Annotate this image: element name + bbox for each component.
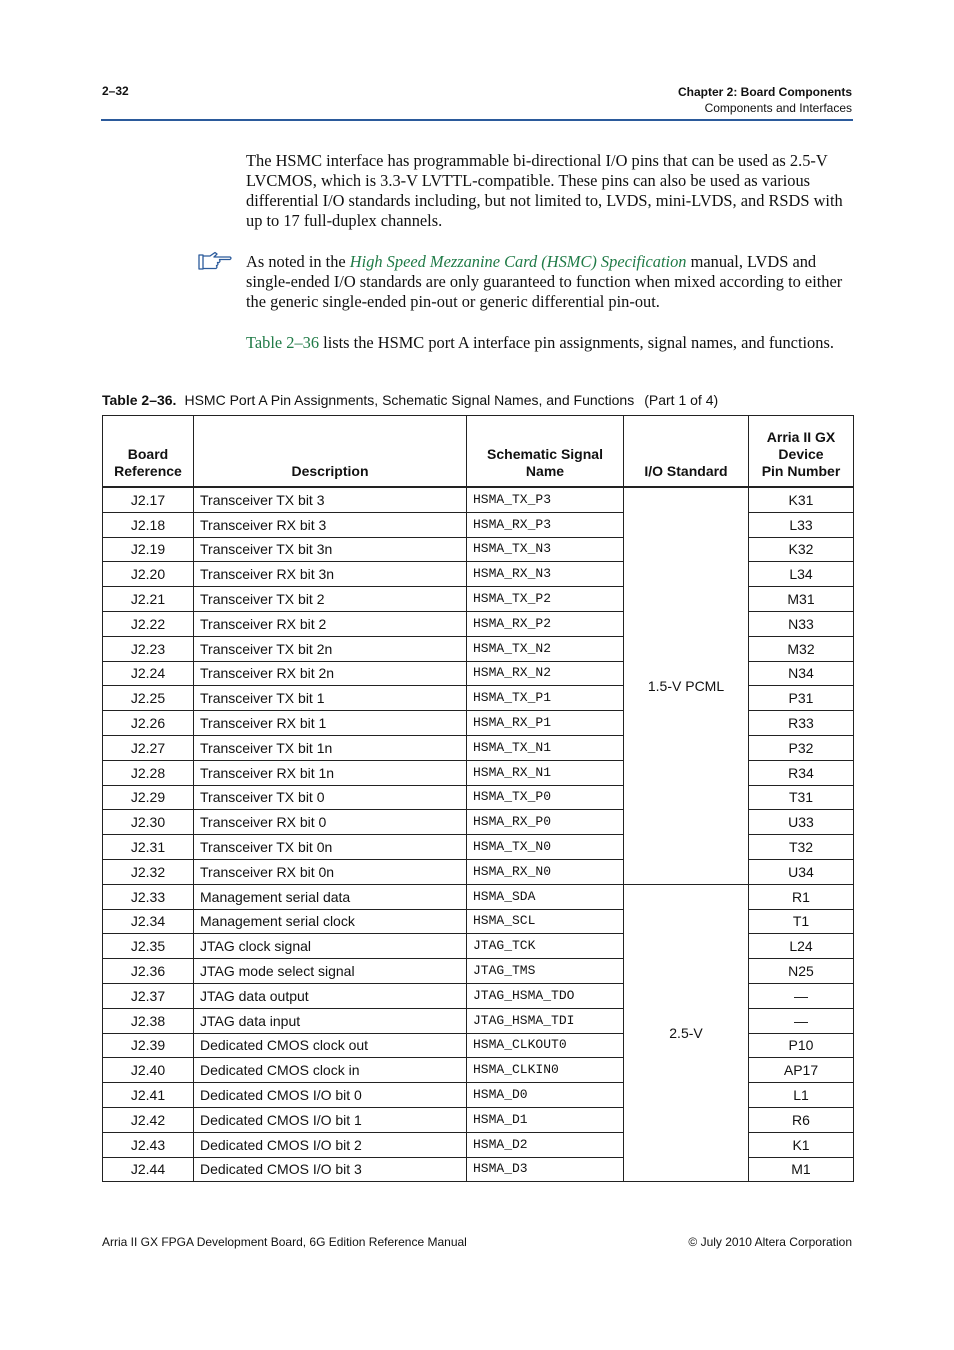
intro-paragraph: The HSMC interface has programmable bi-directional I/O pins that can be used as 2.5-V LVCMOS, which is 3.3-V LVTTL-compatible. These pins can also be used as various differential I/O standards including, but not limited to, LVDS, mini-LVDS, and RSDS with up to 17 full-duplex channels. — [246, 151, 843, 230]
pin-number-cell: L33 — [749, 512, 854, 537]
board-reference-cell: J2.41 — [103, 1083, 194, 1108]
description-cell: JTAG clock signal — [194, 934, 467, 959]
board-reference-cell: J2.19 — [103, 537, 194, 562]
description-cell: Transceiver RX bit 1 — [194, 711, 467, 736]
board-reference-cell: J2.22 — [103, 611, 194, 636]
pin-number-cell: K31 — [749, 487, 854, 512]
description-cell: Transceiver RX bit 2 — [194, 611, 467, 636]
table-caption-part: (Part 1 of 4) — [644, 392, 719, 408]
pin-number-cell: M1 — [749, 1157, 854, 1182]
table-caption-label: Table 2–36. — [102, 392, 177, 408]
signal-name-cell: HSMA_TX_P3 — [467, 487, 624, 512]
description-cell: Transceiver TX bit 2n — [194, 636, 467, 661]
table-row — [103, 487, 854, 512]
description-cell: Management serial data — [194, 884, 467, 909]
board-reference-cell: J2.38 — [103, 1008, 194, 1033]
pin-number-cell: R34 — [749, 760, 854, 785]
signal-name-cell: HSMA_D2 — [467, 1132, 624, 1157]
description-cell: Transceiver TX bit 1 — [194, 686, 467, 711]
pin-number-cell: U33 — [749, 810, 854, 835]
pin-number-cell: U34 — [749, 859, 854, 884]
pin-number-cell: K1 — [749, 1132, 854, 1157]
board-reference-cell: J2.23 — [103, 636, 194, 661]
signal-name-cell: HSMA_TX_P1 — [467, 686, 624, 711]
board-reference-cell: J2.36 — [103, 959, 194, 984]
description-cell: Transceiver TX bit 3 — [194, 487, 467, 512]
signal-name-cell: JTAG_HSMA_TDI — [467, 1008, 624, 1033]
signal-name-cell: HSMA_RX_P3 — [467, 512, 624, 537]
board-reference-cell: J2.37 — [103, 983, 194, 1008]
pin-number-cell: L34 — [749, 562, 854, 587]
signal-name-cell: HSMA_SDA — [467, 884, 624, 909]
description-cell: JTAG mode select signal — [194, 959, 467, 984]
signal-name-cell: HSMA_RX_P0 — [467, 810, 624, 835]
page-number: 2–32 — [102, 84, 129, 98]
board-reference-cell: J2.30 — [103, 810, 194, 835]
pin-number-cell: — — [749, 1008, 854, 1033]
board-reference-cell: J2.18 — [103, 512, 194, 537]
pin-number-cell: P31 — [749, 686, 854, 711]
table-caption — [102, 391, 718, 409]
board-reference-cell: J2.29 — [103, 785, 194, 810]
description-cell: Transceiver RX bit 1n — [194, 760, 467, 785]
description-cell: Management serial clock — [194, 909, 467, 934]
pin-number-cell: P10 — [749, 1033, 854, 1058]
signal-name-cell: HSMA_RX_P2 — [467, 611, 624, 636]
table-header-row — [103, 416, 854, 488]
note-prefix: As noted in the — [246, 252, 350, 271]
description-cell: Transceiver RX bit 0 — [194, 810, 467, 835]
header-pin-number: Arria II GX Device Pin Number — [749, 416, 854, 488]
signal-name-cell: HSMA_CLKIN0 — [467, 1058, 624, 1083]
board-reference-cell: J2.27 — [103, 735, 194, 760]
board-reference-cell: J2.43 — [103, 1132, 194, 1157]
pin-number-cell: T32 — [749, 835, 854, 860]
description-cell: Transceiver TX bit 3n — [194, 537, 467, 562]
pin-number-cell: M32 — [749, 636, 854, 661]
table-reference-link[interactable]: Table 2–36 — [246, 333, 320, 352]
board-reference-cell: J2.26 — [103, 711, 194, 736]
signal-name-cell: HSMA_D0 — [467, 1083, 624, 1108]
section-title: Components and Interfaces — [704, 101, 852, 115]
footer-manual-title: Arria II GX FPGA Development Board, 6G Edition Reference Manual — [102, 1235, 467, 1249]
io-standard-cell: 1.5-V PCML — [624, 487, 749, 884]
pin-number-cell: R6 — [749, 1107, 854, 1132]
description-cell: JTAG data input — [194, 1008, 467, 1033]
description-cell: Transceiver TX bit 0n — [194, 835, 467, 860]
table-row — [103, 884, 854, 909]
description-cell: Transceiver TX bit 2 — [194, 587, 467, 612]
signal-name-cell: JTAG_TMS — [467, 959, 624, 984]
signal-name-cell: HSMA_TX_N3 — [467, 537, 624, 562]
board-reference-cell: J2.39 — [103, 1033, 194, 1058]
table-intro-paragraph — [246, 333, 854, 353]
description-cell: Dedicated CMOS I/O bit 2 — [194, 1132, 467, 1157]
pin-number-cell: T1 — [749, 909, 854, 934]
board-reference-cell: J2.32 — [103, 859, 194, 884]
board-reference-cell: J2.34 — [103, 909, 194, 934]
signal-name-cell: HSMA_RX_N2 — [467, 661, 624, 686]
pin-number-cell: M31 — [749, 587, 854, 612]
description-cell: Transceiver RX bit 0n — [194, 859, 467, 884]
description-cell: Transceiver TX bit 1n — [194, 735, 467, 760]
board-reference-cell: J2.21 — [103, 587, 194, 612]
pin-number-cell: R1 — [749, 884, 854, 909]
description-cell: Dedicated CMOS I/O bit 1 — [194, 1107, 467, 1132]
header-io-standard: I/O Standard — [624, 416, 749, 488]
signal-name-cell: HSMA_RX_N1 — [467, 760, 624, 785]
pin-number-cell: L24 — [749, 934, 854, 959]
note-paragraph — [246, 252, 854, 312]
signal-name-cell: HSMA_TX_P2 — [467, 587, 624, 612]
board-reference-cell: J2.28 — [103, 760, 194, 785]
header-board-reference: Board Reference — [103, 416, 194, 488]
pin-number-cell: K32 — [749, 537, 854, 562]
description-cell: Transceiver RX bit 3n — [194, 562, 467, 587]
description-cell: Dedicated CMOS I/O bit 0 — [194, 1083, 467, 1108]
signal-name-cell: HSMA_RX_N0 — [467, 859, 624, 884]
pin-number-cell: T31 — [749, 785, 854, 810]
board-reference-cell: J2.20 — [103, 562, 194, 587]
signal-name-cell: JTAG_HSMA_TDO — [467, 983, 624, 1008]
description-cell: Dedicated CMOS clock in — [194, 1058, 467, 1083]
signal-name-cell: HSMA_TX_N0 — [467, 835, 624, 860]
board-reference-cell: J2.24 — [103, 661, 194, 686]
signal-name-cell: HSMA_D3 — [467, 1157, 624, 1182]
description-cell: Dedicated CMOS clock out — [194, 1033, 467, 1058]
pin-number-cell: P32 — [749, 735, 854, 760]
description-cell: Dedicated CMOS I/O bit 3 — [194, 1157, 467, 1182]
signal-name-cell: HSMA_SCL — [467, 909, 624, 934]
table-caption-title: HSMC Port A Pin Assignments, Schematic Signal Names, and Functions — [184, 392, 635, 408]
pin-number-cell: AP17 — [749, 1058, 854, 1083]
chapter-title: Chapter 2: Board Components — [677, 85, 852, 99]
board-reference-cell: J2.35 — [103, 934, 194, 959]
signal-name-cell: HSMA_TX_N1 — [467, 735, 624, 760]
footer-copyright: © July 2010 Altera Corporation — [688, 1235, 852, 1249]
pin-number-cell: R33 — [749, 711, 854, 736]
board-reference-cell: J2.33 — [103, 884, 194, 909]
board-reference-cell: J2.44 — [103, 1157, 194, 1182]
signal-name-cell: HSMA_TX_N2 — [467, 636, 624, 661]
board-reference-cell: J2.25 — [103, 686, 194, 711]
pin-number-cell: N25 — [749, 959, 854, 984]
signal-name-cell: HSMA_RX_P1 — [467, 711, 624, 736]
running-header — [678, 84, 852, 116]
pin-number-cell: L1 — [749, 1083, 854, 1108]
pin-number-cell: — — [749, 983, 854, 1008]
description-cell: JTAG data output — [194, 983, 467, 1008]
pointing-hand-icon — [197, 251, 233, 271]
board-reference-cell: J2.31 — [103, 835, 194, 860]
header-description: Description — [194, 416, 467, 488]
signal-name-cell: JTAG_TCK — [467, 934, 624, 959]
pin-number-cell: N33 — [749, 611, 854, 636]
signal-name-cell: HSMA_CLKOUT0 — [467, 1033, 624, 1058]
pin-number-cell: N34 — [749, 661, 854, 686]
pin-assignment-table — [102, 415, 854, 1182]
header-rule — [101, 119, 853, 121]
signal-name-cell: HSMA_TX_P0 — [467, 785, 624, 810]
hsmc-spec-link[interactable]: High Speed Mezzanine Card (HSMC) Specification — [349, 252, 687, 271]
signal-name-cell: HSMA_D1 — [467, 1107, 624, 1132]
signal-name-cell: HSMA_RX_N3 — [467, 562, 624, 587]
io-standard-cell: 2.5-V — [624, 884, 749, 1182]
note-suffix: manual, LVDS and single-ended I/O standards are only guaranteed to function when mixed according to either the generic single-ended pin-out or generic differential pin-out. — [246, 252, 843, 311]
description-cell: Transceiver RX bit 3 — [194, 512, 467, 537]
board-reference-cell: J2.17 — [103, 487, 194, 512]
description-cell: Transceiver RX bit 2n — [194, 661, 467, 686]
table-intro-text: lists the HSMC port A interface pin assignments, signal names, and functions. — [319, 333, 834, 352]
description-cell: Transceiver TX bit 0 — [194, 785, 467, 810]
board-reference-cell: J2.40 — [103, 1058, 194, 1083]
board-reference-cell: J2.42 — [103, 1107, 194, 1132]
header-signal-name: Schematic Signal Name — [467, 416, 624, 488]
